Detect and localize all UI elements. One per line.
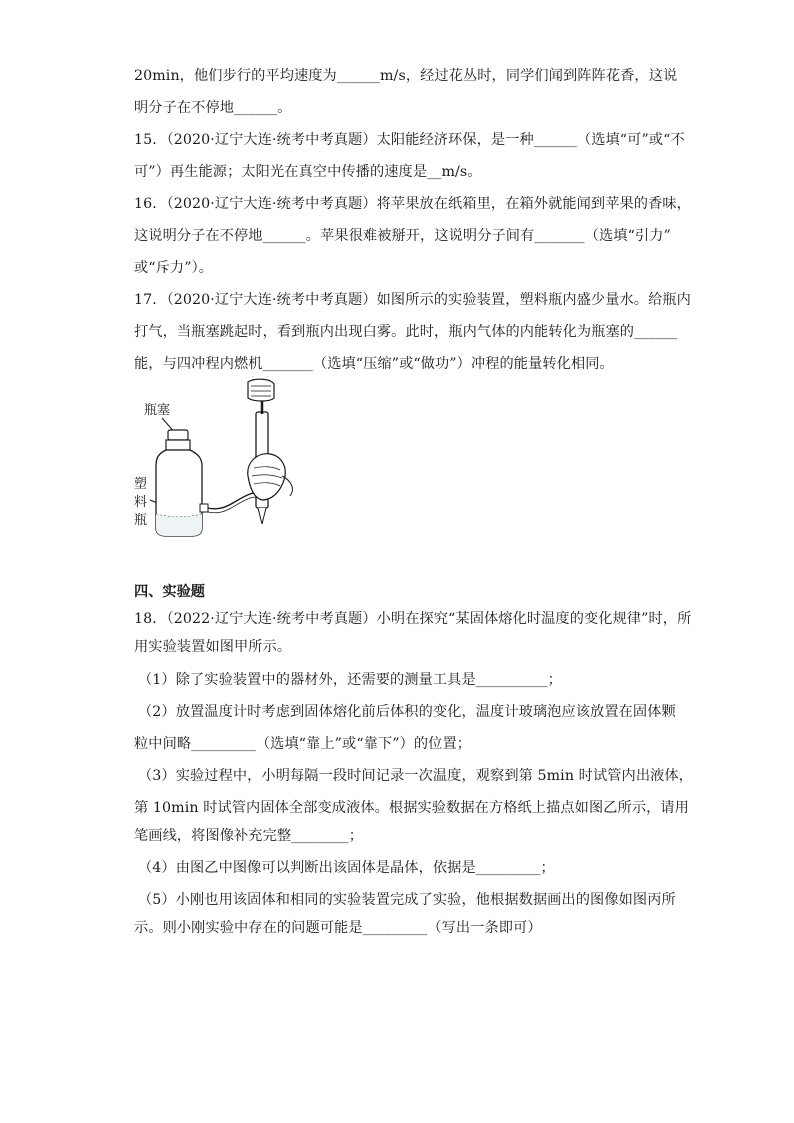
text-line: 第 10min 时试管内固体全部变成液体。根据实验数据在方格纸上描点如图乙所示，请用 bbox=[134, 800, 689, 816]
sub-question-5: （5）小刚也用该固体和相同的实验装置完成了实验，他根据数据画出的图像如图丙所 bbox=[138, 892, 676, 908]
section-title-experiment: 四、实验题 bbox=[134, 584, 205, 600]
bottle-label-3: 瓶 bbox=[134, 513, 148, 528]
question-18: 18．（2022·辽宁大连·统考中考真题）小明在探究“某固体熔化时温度的变化规律”时，所 bbox=[134, 611, 692, 627]
bottle-label-2: 料 bbox=[134, 495, 148, 510]
question-17: 17．（2020·辽宁大连·统考中考真题）如图所示的实验装置，塑料瓶内盛少量水。给瓶内 bbox=[134, 292, 691, 308]
text-line: 笔画线，将图像补充完整________； bbox=[134, 828, 364, 844]
question-15: 15．（2020·辽宁大连·统考中考真题）太阳能经济环保，是一种______（选填“可”或“不 bbox=[134, 132, 685, 148]
stopper-label: 瓶塞 bbox=[144, 403, 171, 418]
text-line: 打气，当瓶塞跳起时，看到瓶内出现白雾。此时，瓶内气体的内能转化为瓶塞的______ bbox=[134, 324, 678, 340]
text-line: 示。则小刚实验中存在的问题可能是_________（写出一条即可） bbox=[134, 920, 542, 936]
text-line: 这说明分子在不停地______。苹果很难被掰开，这说明分子间有_______（选填“引力” bbox=[134, 228, 671, 244]
sub-question-2: （2）放置温度计时考虑到固体熔化前后体积的变化，温度计玻璃泡应该放置在固体颗 bbox=[138, 704, 676, 720]
text-line: 用实验装置如图甲所示。 bbox=[134, 639, 292, 655]
sub-question-3: （3）实验过程中，小明每隔一段时间记录一次温度，观察到第 5min 时试管内出液体， bbox=[138, 768, 693, 784]
text-line: 粒中间略_________（选填“靠上”或“靠下”）的位置； bbox=[134, 736, 472, 752]
bottle-label-1: 塑 bbox=[134, 477, 148, 492]
question-16: 16．（2020·辽宁大连·统考中考真题）将苹果放在纸箱里，在箱外就能闻到苹果的香味， bbox=[134, 196, 691, 212]
text-line: 20min，他们步行的平均速度为______m/s，经过花丛时，同学们闻到阵阵花香，这说 bbox=[134, 68, 678, 84]
text-line: 或“斥力”）。 bbox=[134, 260, 214, 276]
sub-question-1: （1）除了实验装置中的器材外，还需要的测量工具是__________； bbox=[138, 672, 562, 688]
text-line: 能，与四冲程内燃机_______（选填“压缩”或“做功”）冲程的能量转化相同。 bbox=[134, 356, 614, 372]
bottle-pump-figure bbox=[130, 376, 330, 546]
sub-question-4: （4）由图乙中图像可以判断出该固体是晶体，依据是_________； bbox=[138, 860, 555, 876]
text-line: 可”）再生能源；太阳光在真空中传播的速度是__m/s。 bbox=[134, 164, 482, 180]
text-line: 明分子在不停地______。 bbox=[134, 100, 292, 116]
